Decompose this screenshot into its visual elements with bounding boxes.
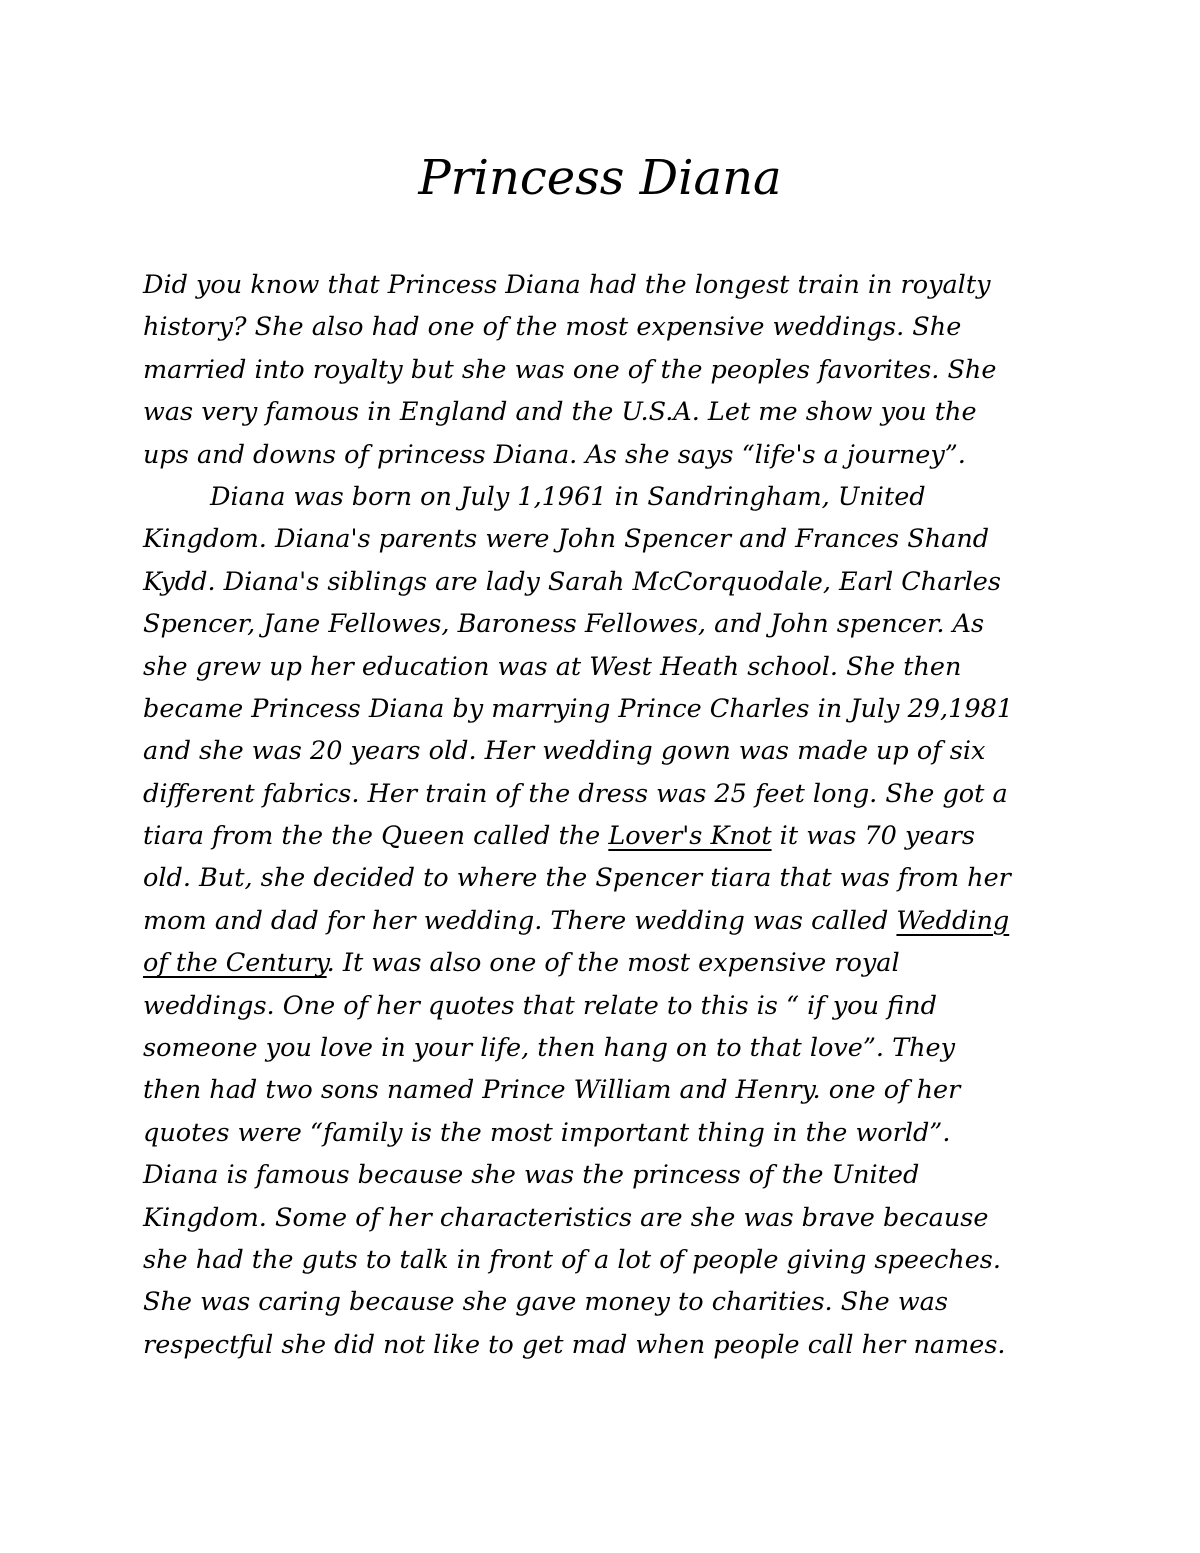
text-line: Diana is famous because she was the princess of the United: [143, 1160, 920, 1191]
text-line: Spencer, Jane Fellowes, Baroness Fellowes, and John spencer. As: [143, 609, 985, 640]
text-line: she grew up her education was at West Heath school. She then: [143, 651, 962, 682]
text-segment: tiara from the the Queen called the: [143, 821, 609, 852]
text-line: history? She also had one of the most expensive weddings. She: [143, 312, 962, 343]
text-line: Kingdom. Some of her characteristics are she was brave because: [143, 1202, 989, 1233]
text-segment: . It was also one of the most expensive royal: [326, 948, 900, 979]
text-line-content: Diana was born on July 1,1961 in Sandringham, United: [210, 481, 926, 512]
text-line-with-underline: [143, 900, 1083, 942]
text-line: ups and downs of princess Diana. As she says “life's a journey”.: [143, 439, 966, 470]
text-line: became Princess Diana by marrying Prince Charles in July 29,1981: [143, 693, 1014, 724]
text-segment: it was 70 years: [771, 821, 975, 852]
text-line: Kingdom. Diana's parents were John Spencer and Frances Shand: [143, 524, 990, 555]
text-line: then had two sons named Prince William and Henry. one of her: [143, 1075, 961, 1106]
document-body: [143, 264, 1083, 1366]
text-line: different fabrics. Her train of the dress was 25 feet long. She got a: [143, 778, 1008, 809]
text-line: weddings. One of her quotes that relate to this is “ if you find: [143, 990, 937, 1021]
text-line-with-underline: [143, 815, 1083, 857]
text-line: married into royalty but she was one of the peoples favorites. She: [143, 354, 997, 385]
text-line-with-underline: [143, 942, 1083, 984]
underlined-of-the-century: of the Century: [143, 948, 327, 979]
text-line: respectful she did not like to get mad when people call her names.: [143, 1329, 1006, 1360]
underlined-wedding: Wedding: [896, 905, 1010, 936]
text-line: someone you love in your life, then hang on to that love”. They: [143, 1033, 956, 1064]
text-line: She was caring because she gave money to charities. She was: [143, 1287, 948, 1318]
text-line: old. But, she decided to where the Spencer tiara that was from her: [143, 863, 1011, 894]
text-line: was very famous in England and the U.S.A. Let me show you the: [143, 397, 977, 428]
text-segment: mom and dad for her wedding. There wedding was called: [143, 905, 897, 936]
text-line: and she was 20 years old. Her wedding gown was made up of six: [143, 736, 986, 767]
text-line: she had the guts to talk in front of a lot of people giving speeches.: [143, 1244, 1001, 1275]
underlined-lovers-knot: Lover's Knot: [608, 821, 772, 852]
document-title: Princess Diana: [418, 150, 782, 206]
paragraph-start-line: [143, 476, 1083, 518]
text-line: Kydd. Diana's siblings are lady Sarah McCorquodale, Earl Charles: [143, 566, 1001, 597]
text-line: quotes were “family is the most important thing in the world”.: [143, 1117, 951, 1148]
text-line: Did you know that Princess Diana had the longest train in royalty: [143, 270, 991, 300]
